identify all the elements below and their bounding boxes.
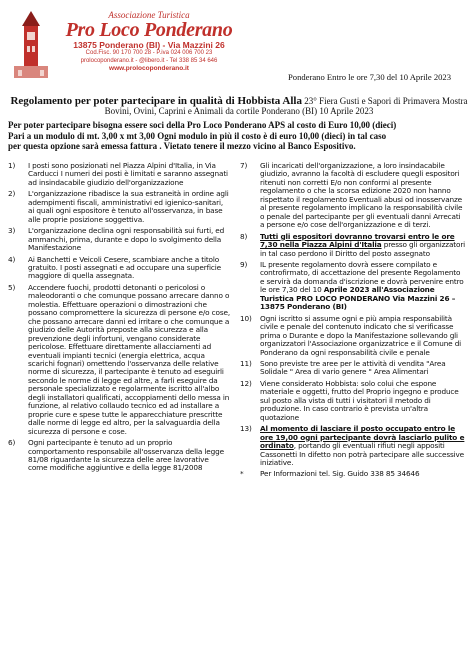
rule-number: 1) [8,161,16,170]
document-title [8,96,470,116]
rule-item [8,284,230,436]
rules-right-column [240,162,466,482]
rule-item [8,162,230,187]
rule-number: 6) [8,438,16,448]
rule-item [240,261,466,312]
rule-number: 10) [240,313,252,323]
rule-text-bold: Tutti gli espositori dovranno trovarsi entro le ore 7,30 nella Piazza Alpini d'Italia [260,231,455,250]
intro-line-3: per questa opzione sarà emessa fattura . Vietato tenere il mezzo vicino al Banco Espositivo. [8,141,356,152]
rule-text: Viene considerato Hobbista: solo colui che espone materiale e oggetti, frutto del Proprio ingegno e produce sul posto alla vista di tutti i visitatori il metodo di produzione. In caso contrario è prevista un'altra quotazione [260,378,459,422]
rule-item [240,315,466,357]
rule-item [240,380,466,422]
website: www.prolocoponderano.it [109,65,189,72]
rule-item [8,439,230,473]
association-label: Associazione Turistica [108,10,190,20]
rules-left-column [8,162,230,476]
rule-number: 8) [240,231,248,241]
title-rest: 23° Fiera Gusti e Sapori di Primavera Mostra Bovini, Ovini, Caprini e Animali da cortile Ponderano (BI) 10 Aprile 2023 [104,96,468,117]
rule-number: 7) [240,161,248,170]
rule-number: 11) [240,358,252,368]
rule-number: 3) [8,226,16,236]
brand-name: Pro Loco Ponderano [65,19,233,41]
rule-item [240,360,466,377]
intro [8,120,470,152]
rule-text: Al momento di lasciare il posto occupato entro le ore 19,00 ogni partecipante dovrà lasciarlo pulito e ordinato, portando gli eventuali rifiuti negli appositi Cassonetti In difetto non potrà partecipare alle successive iniziative. [260,424,465,467]
rule-text: Ai Banchetti e Veicoli Cesere, scambiare anche a titolo gratuito. I posti assegnati e ad occupare una superficie maggiore di quella assegnata. [28,254,221,281]
email-phone: prolocoponderano.it - @libero.it - Tel 338 85 34 646 [80,57,218,64]
rule-item [240,162,466,230]
rule-item [240,233,466,258]
rule-number: 12) [240,378,252,388]
rule-number: * [240,469,244,479]
rule-item [8,227,230,252]
rule-text: Ogni iscritto si assume ogni e più ampia responsabilità civile e penale del contenuto indicato che si verificasse prima o Durante e dopo la Manifestazione sollevando gli organizzatori l'Associazione organizzatrice e il Comune di Ponderano da ogni responsabilità civile e penale [260,313,462,357]
rule-text: Ogni partecipante è tenuto ad un proprio comportamento responsabile all'osservanza della legge 81/08 riguardante la sicurezza delle aree lavorative come modifiche aggiuntive e della legge 81/2008 [28,438,224,473]
intro-line-2: Pari a un modulo di mt. 3,00 x mt 3,00 Ogni modulo in più il costo è di euro 10,00 (dieci) in tal caso [8,130,387,141]
address: 13875 Ponderano (BI) - Via Mazzini 26 [73,40,225,50]
rule-text: L'organizzazione declina ogni responsabilità sui furti, ed ammanchi, prima, durante e dopo lo svolgimento della Manifestazione [28,226,225,253]
rule-text: Per Informazioni tel. Sig. Guido 338 85 34646 [260,469,420,479]
rule-item [8,190,230,224]
rule-number: 5) [8,282,16,292]
rule-text: L'organizzazione ribadisce la sua estraneità in ordine agli adempimenti fiscali, amministrativi ed igienico-sanitari, ai quali ogni espositore è tenuto all'osservanza, in base alle proprie posizione soggettiva. [28,189,229,224]
rule-number: 13) [240,424,252,434]
rule-text: I posti sono posizionati nel Piazza Alpini d'Italia, in Via Carducci I numeri dei posti è limitati e saranno assegnati ad insindacabile giudizio dell'organizzazione [28,161,228,187]
organization-info [54,10,244,73]
rule-number: 4) [8,254,16,264]
dateline: Ponderano Entro le ore 7,30 del 10 Aprile 2023 [288,72,452,82]
rule-text-bold: Aprile 2023 all'Associazione Turistica PRO LOCO PONDERANO Via Mazzini 26 – 13875 Ponderano (BI) [260,285,456,312]
rule-text: IL presente regolamento dovrà essere compilato e controfirmato, di accettazione del presente Regolamento e servirà da domanda d'iscrizione e dovrà pervenire entro le ore 7,30 del 10 Aprile 2023 all'Associazione Turistica PRO LOCO PONDERANO Via Mazzini 26 – 13875 Ponderano (BI) [260,259,464,312]
rule-text: Accendere fuochi, prodotti detonanti o pericolosi o maleodoranti o che comunque possano arrecare danno o molestia. Effettuare operazioni o dimostrazioni che possano compromettere la sicurezza di persone e/o cose, che possano arrecare danni ed irritare o che comunque a giudizio delle Autorità preposte alla sicurezza e alla prevenzione degli infortuni, vengano considerate pericolose. Effettuare direttamente allacciamenti ad eventuali impianti tecnici (energia elettrica, acqua scarichi fognari) omettendo l'osservanza delle relative norme di sicurezza, il partecipante è tenuto ad eseguirli secondo le norme di legge ed altre, a farli eseguire da personale specializzato e regolarmente iscritto all'albo degli installatori qualificati, accoppiamenti dello messa in funzione, al relativo collaudo tecnico ed ad installare a proprie cure e spese tutte le apparecchiature prescritte dalle norme di legge ed altro, per la salvaguardia della sicurezza di persone e cose. [28,282,230,436]
intro-line-1: Per poter partecipare bisogna essere soci della Pro Loco Ponderano APS al costo di Euro 10,00 (dieci) [8,120,397,130]
rule-number: 2) [8,189,16,199]
rule-text-bold: Al momento di lasciare il posto occupato entro le ore 19,00 ogni partecipante dovrà lasciarlo pulito e ordinato [260,424,465,451]
letterhead [10,8,240,86]
rule-text: Gli incaricati dell'organizzazione, a loro insindacabile giudizio, avranno la facoltà di escludere quegli espositori ritenuti non corretti E/o non conformi al presente regolamento o che la scorsa edizione 2020 non hanno rispettato il regolamento Eventuali abusi od inosservanze al presente regolamento implicano la responsabilità civile o penale del partecipante per gli eventuali danni Arrecati a persone e/o cose dell'organizzazione e di terzi. [260,161,463,230]
rule-text: Sono previste tre aree per le attività di vendita "Area Solidale " Area di vario genere " Area Alimentari [260,358,446,377]
title-main: Regolamento per poter partecipare in qualità di Hobbista Alla [10,95,302,107]
rule-item [8,256,230,281]
tax-codes: Cod.Fisc. 90 170 700 28 - P.iva 024 006 700 23 [85,50,213,56]
rule-text: Tutti gli espositori dovranno trovarsi entro le ore 7,30 nella Piazza Alpini d'Italia presso gli organizzatori in tal caso perdono il Diritto del posto assegnato [260,231,466,258]
rule-item [240,425,466,467]
bell-tower-logo-icon [10,8,52,80]
rule-number: 9) [240,259,248,269]
rule-item [240,470,466,478]
